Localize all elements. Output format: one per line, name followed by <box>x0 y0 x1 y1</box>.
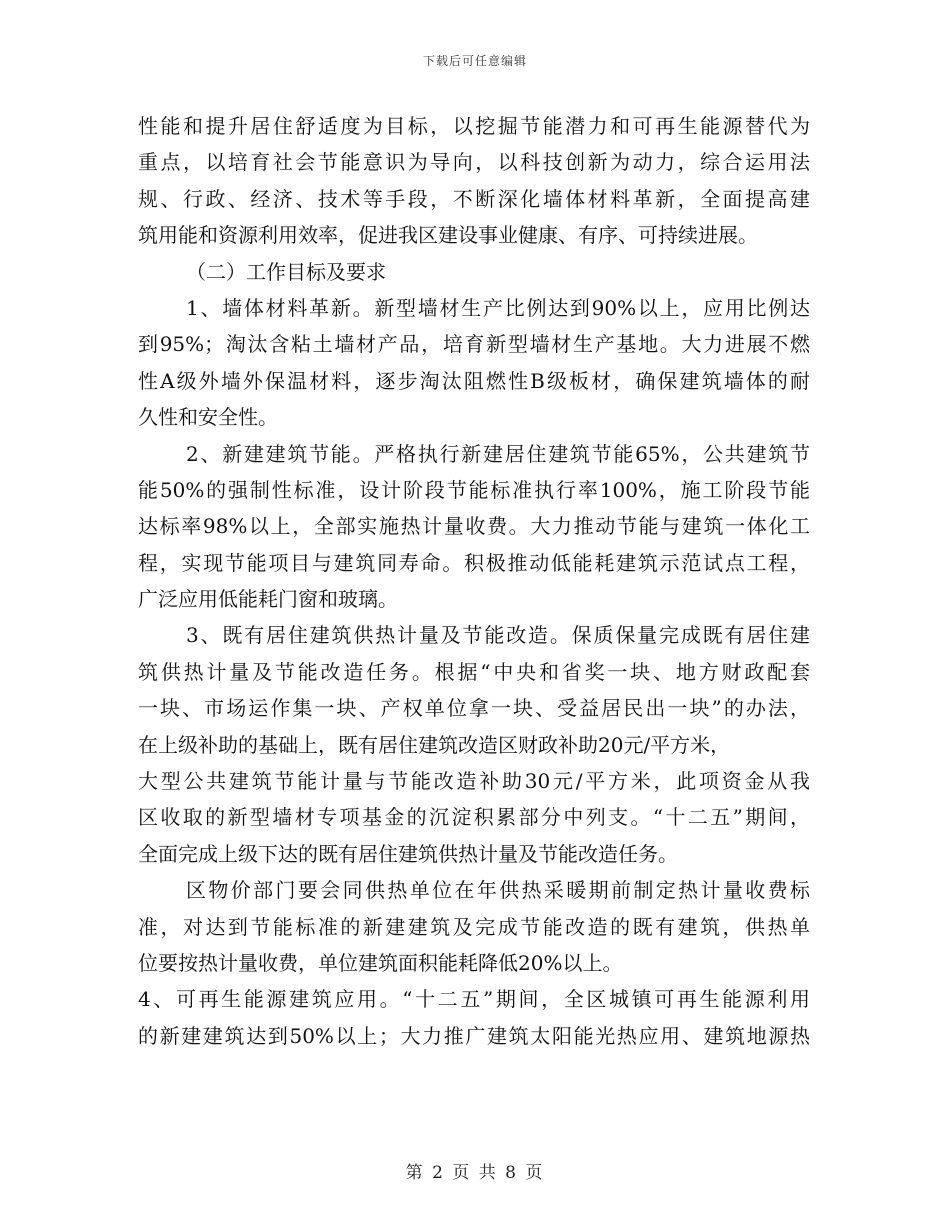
section-heading: （二）工作目标及要求 <box>186 259 386 284</box>
text-line: 区收取的新型墙材专项基金的沉淀积累部分中列支。“十二五”期间， <box>138 805 810 830</box>
text-line: 性A级外墙外保温材料，逐步淘汰阻燃性B级板材，确保建筑墙体的耐 <box>138 368 810 393</box>
text-line: 3、既有居住建筑供热计量及节能改造。保质保量完成既有居住建 <box>186 623 810 648</box>
text-line: 规、行政、经济、技术等手段，不断深化墙体材料革新，全面提高建 <box>138 186 810 211</box>
text-line: 在上级补助的基础上，既有居住建筑改造区财政补助20元/平方米， <box>138 732 731 757</box>
text-line: 性能和提升居住舒适度为目标，以挖掘节能潜力和可再生能源替代为 <box>138 114 810 138</box>
text-line: 一块、市场运作集一块、产权单位拿一块、受益居民出一块”的办法， <box>138 696 810 721</box>
text-line: 区物价部门要会同供热单位在年供热采暖期前制定热计量收费标 <box>186 878 810 903</box>
text-line: 筑供热计量及节能改造任务。根据“中央和省奖一块、地方财政配套 <box>138 659 810 684</box>
text-line: 达标率98%以上，全部实施热计量收费。大力推动节能与建筑一体化工 <box>138 514 810 539</box>
text-line: 程，实现节能项目与建筑同寿命。积极推动低能耗建筑示范试点工程， <box>138 550 810 575</box>
text-line: 到95%；淘汰含粘土墙材产品，培育新型墙材生产基地。大力进展不燃 <box>138 332 810 357</box>
text-line: 能50%的强制性标准，设计阶段节能标准执行率100%，施工阶段节能 <box>138 477 810 502</box>
text-line: 准，对达到节能标准的新建建筑及完成节能改造的既有建筑，供热单 <box>138 914 810 939</box>
text-line: 1、墙体材料革新。新型墙材生产比例达到90%以上，应用比例达 <box>186 295 810 320</box>
text-line: 位要按热计量收费，单位建筑面积能耗降低20%以上。 <box>138 950 623 975</box>
text-line: 广泛应用低能耗门窗和玻璃。 <box>138 587 398 612</box>
text-line: 久性和安全性。 <box>138 405 278 430</box>
page-header: 下载后可任意编辑 <box>422 54 527 68</box>
text-line: 2、新建建筑节能。严格执行新建居住建筑节能65%，公共建筑节 <box>186 441 810 466</box>
document-body <box>138 108 810 1054</box>
text-line: 重点，以培育社会节能意识为导向，以科技创新为动力，综合运用法 <box>138 150 810 175</box>
text-line: 全面完成上级下达的既有居住建筑供热计量及节能改造任务。 <box>138 841 678 866</box>
text-line: 筑用能和资源利用效率，促进我区建设事业健康、有序、可持续进展。 <box>138 223 758 248</box>
text-line: 大型公共建筑节能计量与节能改造补助30元/平方米，此项资金从我 <box>138 769 810 794</box>
page-number: 第 2 页 共 8 页 <box>405 1163 545 1183</box>
text-line: 4、可再生能源建筑应用。“十二五”期间，全区城镇可再生能源利用 <box>138 987 810 1012</box>
text-line: 的新建建筑达到50%以上；大力推广建筑太阳能光热应用、建筑地源热 <box>138 1023 810 1048</box>
